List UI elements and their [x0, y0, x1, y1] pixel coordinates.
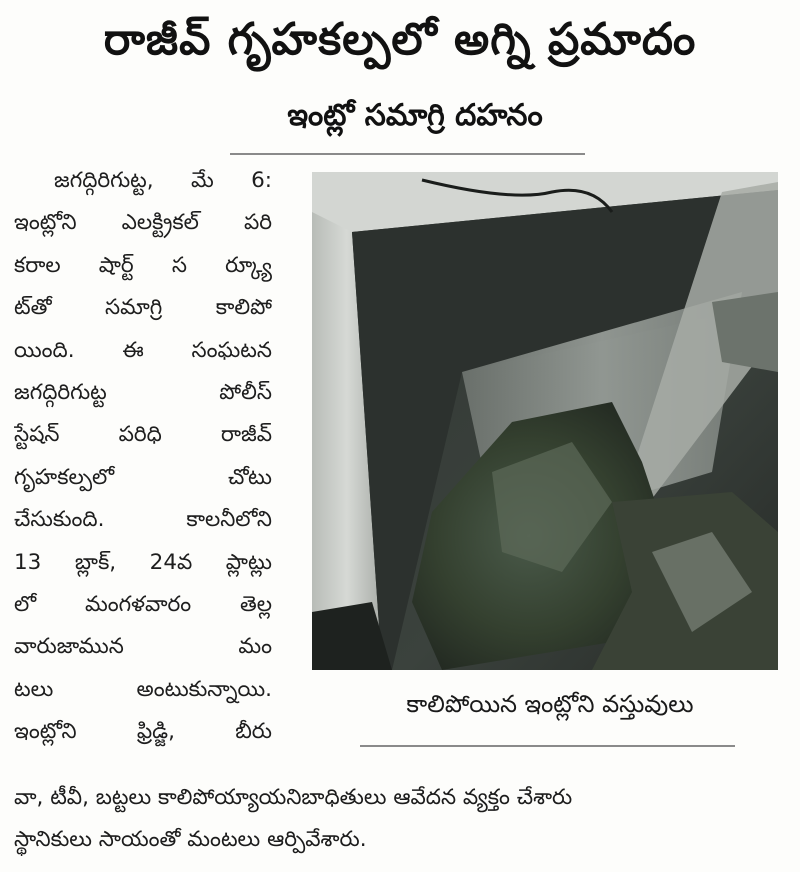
burnt-interior-photo: [312, 172, 778, 670]
body-line: గృహకల్పలో చోటు: [14, 464, 272, 490]
photo-caption: కాలిపోయిన ఇంట్లోని వస్తువులు: [406, 690, 694, 718]
body-line: వారుజామున మం: [14, 634, 272, 660]
body-line: లో మంగళవారం తెల్ల: [14, 591, 272, 617]
body-line: యింది. ఈ సంఘటన: [14, 337, 272, 363]
body-line: ఇంట్లోని ఎలక్ట్రికల్ పరి: [14, 210, 272, 236]
body-line: ఇంట్లోని ఫ్రిడ్జి, బీరు: [14, 719, 272, 745]
body-line: జగద్గిరిగుట్ట పోలీస్: [14, 379, 272, 405]
article-subheadline: ఇంట్లో సమాగ్రి దహనం: [287, 98, 543, 133]
article-body-wide: [14, 777, 794, 861]
body-line: టలు అంటుకున్నాయి.: [14, 676, 272, 702]
body-line: 13 బ్లాక్, 24వ ప్లాట్లు: [14, 549, 272, 575]
ash-patch: [712, 292, 778, 372]
body-line: వా, టీవీ, బట్టలు కాలిపోయ్యాయనిబాధితులు ఆవేదన వ్యక్తం చేశారు: [14, 785, 573, 810]
body-line: స్థానికులు సాయంతో మంటలు ఆర్పివేశారు.: [14, 827, 367, 852]
body-line: జగద్గిరిగుట్ట, మే 6:: [54, 168, 272, 193]
caption-divider: [360, 745, 735, 747]
body-line: ట్‌తో సమాగ్రి కాలిపో: [14, 295, 272, 321]
body-line: చేసుకుంది. కాలనీలోని: [14, 507, 272, 533]
article-body-column: [14, 160, 272, 753]
article-headline: రాజీవ్ గృహకల్పలో అగ్ని ప్రమాదం: [103, 14, 697, 65]
photo-illustration: [312, 172, 778, 670]
body-line: కరాల షార్ట్ స ర్క్యూ: [14, 252, 272, 278]
body-line: స్టేషన్ పరిధి రాజీవ్: [14, 422, 272, 448]
headline-divider: [230, 153, 585, 155]
